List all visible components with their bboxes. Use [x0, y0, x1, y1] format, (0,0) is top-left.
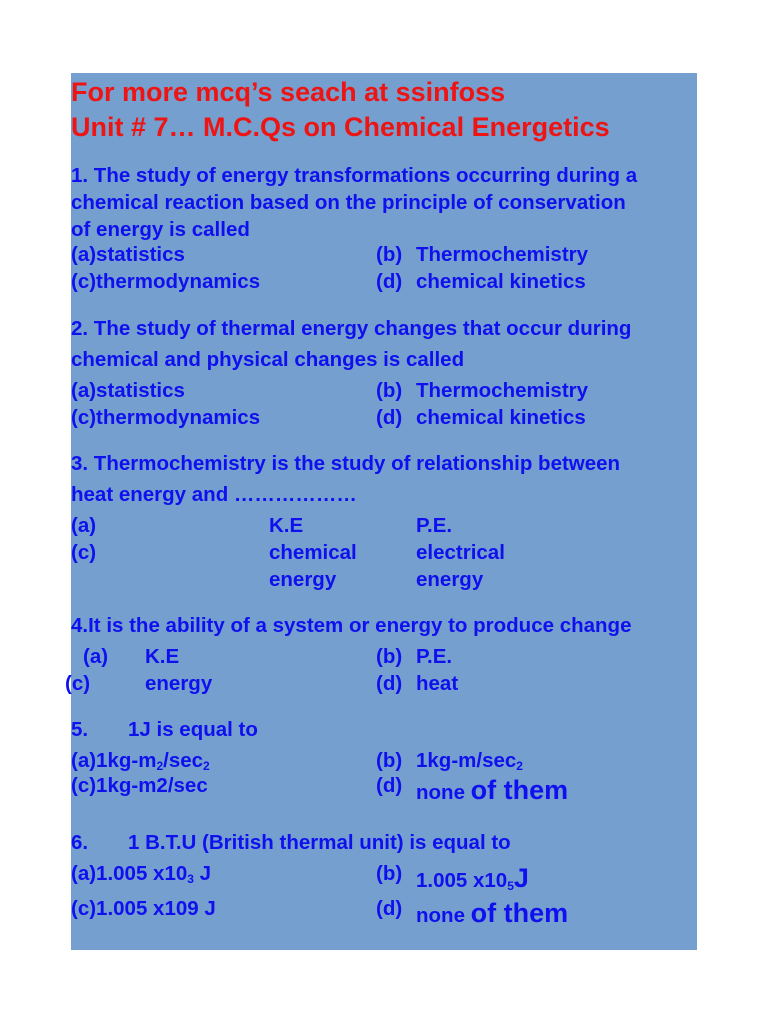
- question-1-line-1: 1. The study of energy transformations occurring during a: [71, 164, 638, 187]
- option-d-label: (d): [376, 270, 403, 293]
- option-b: 1kg-m/sec2: [416, 749, 523, 773]
- option-b-label: (b): [376, 645, 403, 668]
- option-c-label: (c): [71, 541, 97, 564]
- option-a: (a)1.005 x103 J: [71, 862, 212, 886]
- option-c-line-1: chemical: [269, 541, 357, 564]
- option-b: P.E.: [416, 645, 453, 668]
- option-c: (c)1.005 x109 J: [71, 897, 216, 920]
- question-6-text: 1 B.T.U (British thermal unit) is equal to: [128, 831, 511, 854]
- option-d-label: (d): [376, 406, 403, 429]
- option-b-label: (b): [376, 243, 403, 266]
- question-4-line-1: 4.It is the ability of a system or energy to produce change: [71, 614, 632, 637]
- option-a: (a)statistics: [71, 243, 185, 266]
- option-d: none of them: [416, 898, 569, 928]
- question-2-line-2: chemical and physical changes is called: [71, 348, 465, 371]
- option-d: heat: [416, 672, 459, 695]
- option-d-line-1: electrical: [416, 541, 505, 564]
- question-1-line-2: chemical reaction based on the principle of conservation: [71, 191, 626, 214]
- option-b: Thermochemistry: [416, 379, 589, 402]
- option-a-label: (a): [83, 645, 109, 668]
- option-d: none of them: [416, 775, 569, 805]
- option-a: K.E: [145, 645, 180, 668]
- option-a: (a)statistics: [71, 379, 185, 402]
- option-d: chemical kinetics: [416, 406, 586, 429]
- option-c: (c)thermodynamics: [71, 406, 261, 429]
- option-d-line-2: energy: [416, 568, 484, 591]
- question-3-line-1: 3. Thermochemistry is the study of relationship between: [71, 452, 621, 475]
- question-5-number: 5.: [71, 718, 89, 741]
- option-a: (a)1kg-m2/sec2: [71, 749, 210, 773]
- option-b-label: (b): [376, 862, 403, 885]
- option-d-label: (d): [376, 897, 403, 920]
- question-3-line-2: heat energy and ………………: [71, 483, 357, 506]
- option-a-label: (a): [71, 514, 97, 537]
- question-6-number: 6.: [71, 831, 89, 854]
- option-b: P.E.: [416, 514, 453, 537]
- option-c: (c)1kg-m2/sec: [71, 774, 208, 797]
- option-b-label: (b): [376, 749, 403, 772]
- option-c-label: (c): [65, 672, 91, 695]
- question-2-line-1: 2. The study of thermal energy changes that occur during: [71, 317, 632, 340]
- question-1-line-3: of energy is called: [71, 218, 250, 241]
- option-b-label: (b): [376, 379, 403, 402]
- option-c-line-2: energy: [269, 568, 337, 591]
- option-b: Thermochemistry: [416, 243, 589, 266]
- promo-title: For more mcq’s seach at ssinfoss: [71, 77, 506, 107]
- option-c: (c)thermodynamics: [71, 270, 261, 293]
- unit-title: Unit # 7… M.C.Qs on Chemical Energetics: [71, 112, 610, 142]
- option-a: K.E: [269, 514, 304, 537]
- option-c: energy: [145, 672, 213, 695]
- option-d-label: (d): [376, 672, 403, 695]
- option-d-label: (d): [376, 774, 403, 797]
- option-d: chemical kinetics: [416, 270, 586, 293]
- question-5-text: 1J is equal to: [128, 718, 258, 741]
- option-b: 1.005 x105J: [416, 863, 529, 893]
